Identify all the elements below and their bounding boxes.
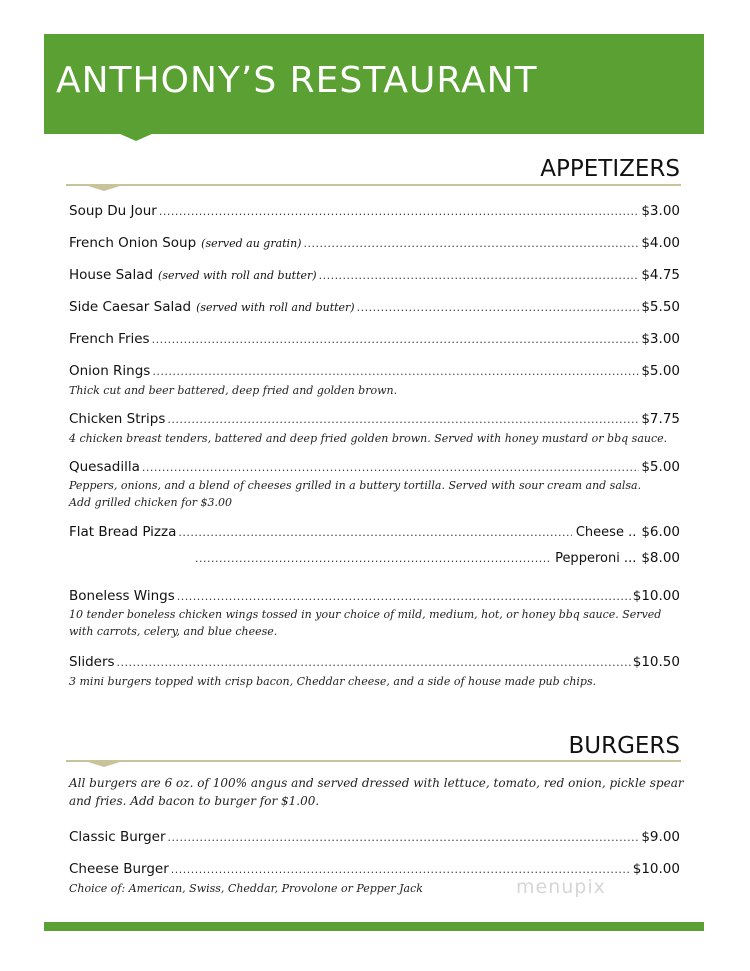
leader-dots bbox=[168, 831, 640, 844]
leader-dots bbox=[159, 205, 640, 218]
item-note: (served with roll and butter) bbox=[196, 301, 355, 314]
item-price: $4.75 bbox=[641, 267, 680, 283]
item-description: Thick cut and beer battered, deep fried and golden brown. bbox=[69, 384, 398, 397]
item-name: Flat Bread Pizza bbox=[69, 524, 177, 540]
item-description: Choice of: American, Swiss, Cheddar, Provolone or Pepper Jack bbox=[69, 882, 423, 895]
leader-dots bbox=[142, 461, 639, 474]
leader-dots bbox=[195, 552, 551, 565]
header-banner bbox=[44, 34, 704, 134]
menu-item-quesadilla bbox=[69, 459, 680, 511]
menu-item-sliders bbox=[69, 654, 680, 690]
item-name: Quesadilla bbox=[69, 459, 140, 475]
item-description: Peppers, onions, and a blend of cheeses grilled in a buttery tortilla. Served with sour cream and salsa. bbox=[69, 479, 642, 492]
burgers-intro-line2: and fries. Add bacon to burger for $1.00. bbox=[69, 794, 320, 808]
item-price: $10.00 bbox=[632, 588, 680, 604]
appetizers-heading: APPETIZERS bbox=[540, 156, 680, 182]
item-description: 3 mini burgers topped with crisp bacon, Cheddar cheese, and a side of house made pub chips. bbox=[69, 675, 597, 688]
burgers-rule-notch bbox=[88, 762, 120, 767]
item-name: French Onion Soup bbox=[69, 235, 197, 251]
item-price: $4.00 bbox=[641, 235, 680, 251]
item-description-extra: with carrots, celery, and blue cheese. bbox=[69, 625, 278, 638]
burgers-rule bbox=[66, 760, 681, 762]
leader-dots bbox=[117, 656, 631, 669]
menu-item-soup-du-jour bbox=[69, 203, 680, 219]
item-name: Cheese Burger bbox=[69, 861, 169, 877]
item-name: Chicken Strips bbox=[69, 411, 166, 427]
menu-item-boneless-wings bbox=[69, 588, 680, 640]
leader-dots bbox=[319, 269, 640, 282]
item-name: Side Caesar Salad bbox=[69, 299, 192, 315]
variant-pepperoni-price: $8.00 bbox=[641, 550, 680, 566]
variant-cheese-price: $6.00 bbox=[641, 524, 680, 540]
item-description: 10 tender boneless chicken wings tossed in your choice of mild, medium, hot, or honey bbq sauce. Served bbox=[69, 608, 662, 621]
item-name: French Fries bbox=[69, 331, 150, 347]
appetizers-rule bbox=[66, 184, 681, 186]
leader-dots bbox=[152, 365, 639, 378]
menu-item-house-salad bbox=[69, 267, 680, 283]
item-price: $5.00 bbox=[641, 459, 680, 475]
watermark-logo: menupix bbox=[516, 876, 606, 898]
item-name: Classic Burger bbox=[69, 829, 166, 845]
leader-dots bbox=[152, 333, 640, 346]
item-price: $5.00 bbox=[641, 363, 680, 379]
variant-pepperoni-label: Pepperoni ... bbox=[555, 551, 637, 566]
burgers-intro bbox=[69, 774, 689, 810]
item-note: (served with roll and butter) bbox=[158, 269, 317, 282]
menu-item-flat-bread-pizza bbox=[69, 524, 680, 540]
menu-item-french-onion-soup bbox=[69, 235, 680, 251]
item-description-extra: Add grilled chicken for $3.00 bbox=[69, 496, 233, 509]
item-price: $9.00 bbox=[641, 829, 680, 845]
variant-cheese-label: Cheese .. bbox=[575, 525, 637, 540]
item-price: $3.00 bbox=[641, 331, 680, 347]
menu-item-side-caesar-salad bbox=[69, 299, 680, 315]
item-name: House Salad bbox=[69, 267, 154, 283]
menu-item-flat-bread-pizza-pepperoni bbox=[193, 550, 680, 566]
item-price: $3.00 bbox=[641, 203, 680, 219]
restaurant-title: ANTHONY’S RESTAURANT bbox=[56, 60, 538, 101]
item-name: Onion Rings bbox=[69, 363, 151, 379]
burgers-intro-line1: All burgers are 6 oz. of 100% angus and served dressed with lettuce, tomato, red onion, pickle spear bbox=[69, 776, 684, 790]
leader-dots bbox=[177, 590, 631, 603]
leader-dots bbox=[357, 301, 640, 314]
banner-notch bbox=[118, 133, 154, 141]
item-price: $5.50 bbox=[641, 299, 680, 315]
item-description: 4 chicken breast tenders, battered and deep fried golden brown. Served with honey mustard or bbq sauce. bbox=[69, 432, 668, 445]
menu-item-french-fries bbox=[69, 331, 680, 347]
item-price: $10.00 bbox=[632, 861, 680, 877]
leader-dots bbox=[178, 526, 571, 539]
menu-item-onion-rings bbox=[69, 363, 680, 399]
item-price: $7.75 bbox=[641, 411, 680, 427]
leader-dots bbox=[167, 413, 639, 426]
menu-item-classic-burger bbox=[69, 829, 680, 845]
item-name: Boneless Wings bbox=[69, 588, 175, 604]
leader-dots bbox=[303, 237, 639, 250]
item-name: Soup Du Jour bbox=[69, 203, 157, 219]
burgers-heading: BURGERS bbox=[568, 733, 680, 759]
menu-item-chicken-strips bbox=[69, 411, 680, 447]
leader-dots bbox=[171, 863, 631, 876]
item-price: $10.50 bbox=[632, 654, 680, 670]
item-name: Sliders bbox=[69, 654, 115, 670]
footer-bar bbox=[44, 922, 704, 931]
item-note: (served au gratin) bbox=[201, 237, 302, 250]
appetizers-rule-notch bbox=[88, 186, 120, 191]
